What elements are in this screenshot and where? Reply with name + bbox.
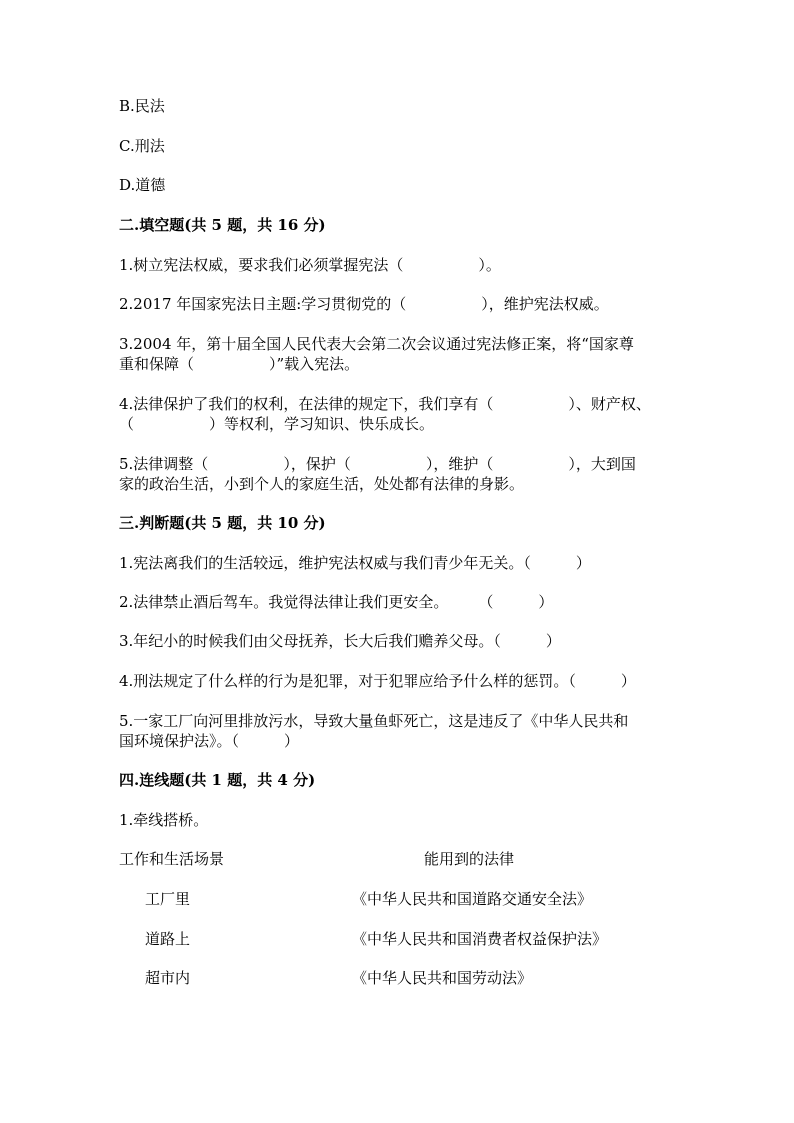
- matching-question-1: 1.牵线搭桥。: [119, 811, 209, 829]
- matching-law-1: 《中华人民共和国道路交通安全法》: [352, 890, 593, 908]
- matching-scene-3: 超市内: [145, 969, 191, 987]
- section-heading-true-false: 三.判断题(共 5 题，共 10 分): [119, 514, 326, 532]
- judge-question-2: 2.法律禁止酒后驾车。我觉得法律让我们更安全。 （ ）: [119, 593, 554, 611]
- matching-law-3: 《中华人民共和国劳动法》: [352, 969, 533, 987]
- fill-question-4-line-1: 4.法律保护了我们的权利，在法律的规定下，我们享有（ ）、财产权、: [119, 395, 651, 413]
- option-b: B.民法: [119, 97, 165, 115]
- judge-question-4: 4.刑法规定了什么样的行为是犯罪，对于犯罪应给予什么样的惩罚。（ ）: [119, 672, 636, 690]
- section-heading-fill-blank: 二.填空题(共 5 题，共 16 分): [119, 216, 326, 234]
- fill-question-3-line-1: 3.2004 年，第十届全国人民代表大会第二次会议通过宪法修正案，将“国家尊: [119, 335, 634, 353]
- matching-law-2: 《中华人民共和国消费者权益保护法》: [352, 930, 608, 948]
- fill-question-5-line-1: 5.法律调整（ ），保护（ ），维护（ ），大到国: [119, 455, 636, 473]
- option-d: D.道德: [119, 176, 166, 194]
- section-heading-matching: 四.连线题(共 1 题，共 4 分): [119, 771, 316, 789]
- fill-question-5-line-2: 家的政治生活，小到个人的家庭生活，处处都有法律的身影。: [119, 475, 525, 493]
- fill-question-4-line-2: （ ）等权利，学习知识、快乐成长。: [119, 415, 435, 433]
- judge-question-5-line-1: 5.一家工厂向河里排放污水，导致大量鱼虾死亡，这是违反了《中华人民共和: [119, 712, 629, 730]
- fill-question-1: 1.树立宪法权威，要求我们必须掌握宪法（ ）。: [119, 256, 501, 274]
- matching-scene-1: 工厂里: [145, 890, 191, 908]
- fill-question-2: 2.2017 年国家宪法日主题:学习贯彻党的（ ），维护宪法权威。: [119, 295, 609, 313]
- option-c: C.刑法: [119, 137, 165, 155]
- judge-question-3: 3.年纪小的时候我们由父母抚养，长大后我们赡养父母。（ ）: [119, 632, 561, 650]
- matching-scene-2: 道路上: [145, 930, 191, 948]
- judge-question-5-line-2: 国环境保护法》。（ ）: [119, 732, 300, 750]
- fill-question-3-line-2: 重和保障（ ）”载入宪法。: [119, 355, 360, 373]
- matching-left-header: 工作和生活场景: [119, 850, 225, 868]
- judge-question-1: 1.宪法离我们的生活较远，维护宪法权威与我们青少年无关。（ ）: [119, 554, 591, 572]
- matching-right-header: 能用到的法律: [424, 850, 515, 868]
